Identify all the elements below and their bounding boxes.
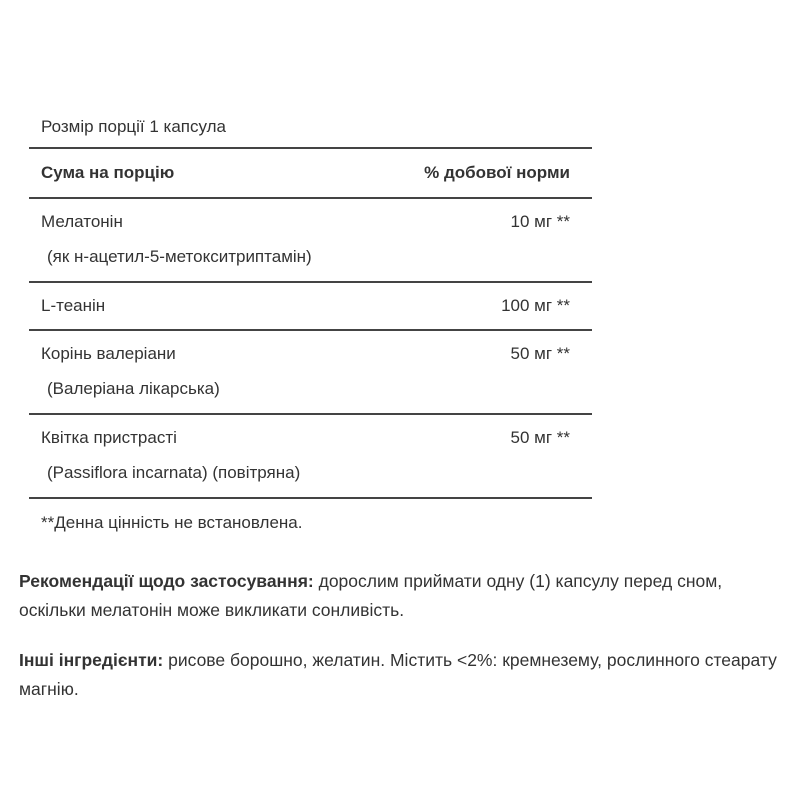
ingredient-note: (як н-ацетил-5-метокситриптамін): [47, 247, 312, 266]
usage-label: Рекомендації щодо застосування:: [19, 571, 314, 591]
ingredient-row-l-theanine: [29, 283, 592, 331]
other-ingredients-text: рисове борошно, желатин. Містить <2%: кремнезему, рослинного стеарату магнію.: [19, 650, 777, 699]
daily-value-label: % добової норми: [424, 163, 570, 182]
ingredient-note: (Валеріана лікарська): [47, 379, 220, 398]
ingredient-name: Квітка пристрасті: [41, 428, 177, 447]
amount-per-serving-label: Сума на порцію: [41, 163, 175, 182]
ingredient-amount: 10 мг **: [510, 212, 570, 231]
usage-recommendations: [19, 567, 789, 625]
ingredient-amount: 100 мг **: [501, 296, 570, 315]
usage-text: дорослим приймати одну (1) капсулу перед сном, оскільки мелатонін може викликати сонливість.: [19, 571, 723, 620]
ingredient-amount: 50 мг **: [510, 344, 570, 363]
serving-size: Розмір порції 1 капсула: [29, 107, 592, 149]
ingredient-name: Корінь валеріани: [41, 344, 176, 363]
ingredient-row-passionflower: [29, 415, 592, 499]
ingredient-note: (Passiflora incarnata) (повітряна): [47, 463, 301, 482]
daily-value-footnote: **Денна цінність не встановлена.: [41, 513, 303, 532]
ingredient-amount: 50 мг **: [510, 428, 570, 447]
ingredient-row-valerian: [29, 331, 592, 415]
other-ingredients: [19, 646, 789, 704]
supplement-facts-panel: [29, 107, 592, 533]
ingredient-row-melatonin: [29, 199, 592, 283]
ingredient-name: Мелатонін: [41, 212, 123, 231]
facts-header-row: [29, 149, 592, 199]
other-ingredients-label: Інші інгредієнти:: [19, 650, 164, 670]
ingredient-name: L-теанін: [41, 296, 106, 315]
